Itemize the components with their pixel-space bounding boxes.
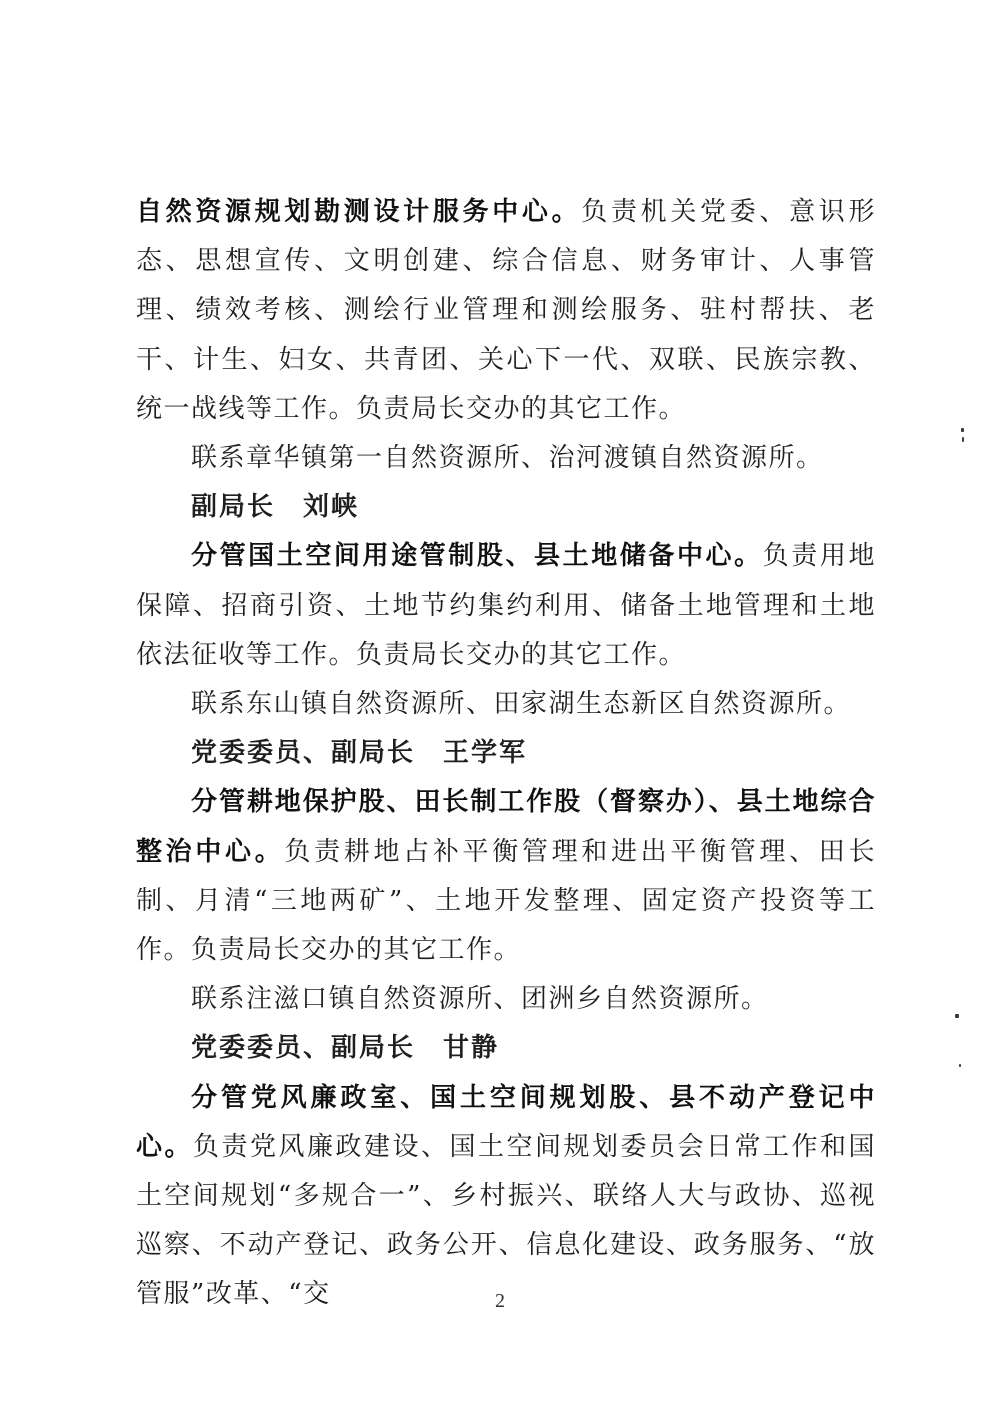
document-body xyxy=(136,188,876,1320)
duty-paragraph xyxy=(136,532,876,680)
duty-body: 负责党风廉政建设、国土空间规划委员会日常工作和国土空间规划“多规合一”、乡村振兴、联络人大与政协、巡视巡察、不动产登记、政务公开、信息化建设、政务服务、“放管服”改革、“交 xyxy=(136,1131,876,1310)
official-name: 甘静 xyxy=(443,1033,500,1064)
duty-paragraph xyxy=(136,1074,876,1320)
contact-paragraph: 联系注滋口镇自然资源所、团洲乡自然资源所。 xyxy=(191,984,769,1015)
official-name: 王学军 xyxy=(443,738,528,769)
contact-paragraph: 联系章华镇第一自然资源所、治河渡镇自然资源所。 xyxy=(191,443,824,474)
duty-lead: 分管国土空间用途管制股、县土地储备中心。 xyxy=(191,541,763,572)
scan-speck xyxy=(955,1014,959,1018)
scan-speck xyxy=(961,428,964,432)
scan-speck xyxy=(962,437,964,442)
official-role: 党委委员、副局长 xyxy=(191,738,416,769)
duty-body: 负责用地保障、招商引资、土地节约集约利用、储备土地管理和土地依法征收等工作。负责局长交办的其它工作。 xyxy=(136,541,876,670)
official-heading xyxy=(136,729,876,778)
duty-body: 负责耕地占补平衡管理和进出平衡管理、田长制、月清“三地两矿”、土地开发整理、固定资产投资等工作。负责局长交办的其它工作。 xyxy=(136,836,876,966)
official-heading xyxy=(136,483,876,532)
duty-paragraph xyxy=(136,188,876,434)
duty-body: 负责机关党委、意识形态、思想宣传、文明创建、综合信息、财务审计、人事管理、绩效考核、测绘行业管理和测绘服务、驻村帮扶、老干、计生、妇女、共青团、关心下一代、双联、民族宗教、统一战线等工作。负责局长交办的其它工作。 xyxy=(136,197,876,424)
duty-lead: 自然资源规划勘测设计服务中心。 xyxy=(136,197,582,227)
page-number: 2 xyxy=(495,1290,505,1312)
duty-paragraph xyxy=(136,778,876,975)
official-role: 副局长 xyxy=(191,492,276,523)
official-role: 党委委员、副局长 xyxy=(191,1033,416,1064)
contact-paragraph: 联系东山镇自然资源所、田家湖生态新区自然资源所。 xyxy=(191,689,852,720)
duty-lead: 分管耕地保护股、田长制工作股（督察办）、县土地综合整治中心。 xyxy=(136,787,876,867)
official-heading xyxy=(136,1024,876,1073)
duty-lead: 分管党风廉政室、国土空间规划股、县不动产登记中心。 xyxy=(136,1082,876,1162)
scan-speck xyxy=(959,1064,961,1067)
official-name: 刘峡 xyxy=(303,492,360,523)
